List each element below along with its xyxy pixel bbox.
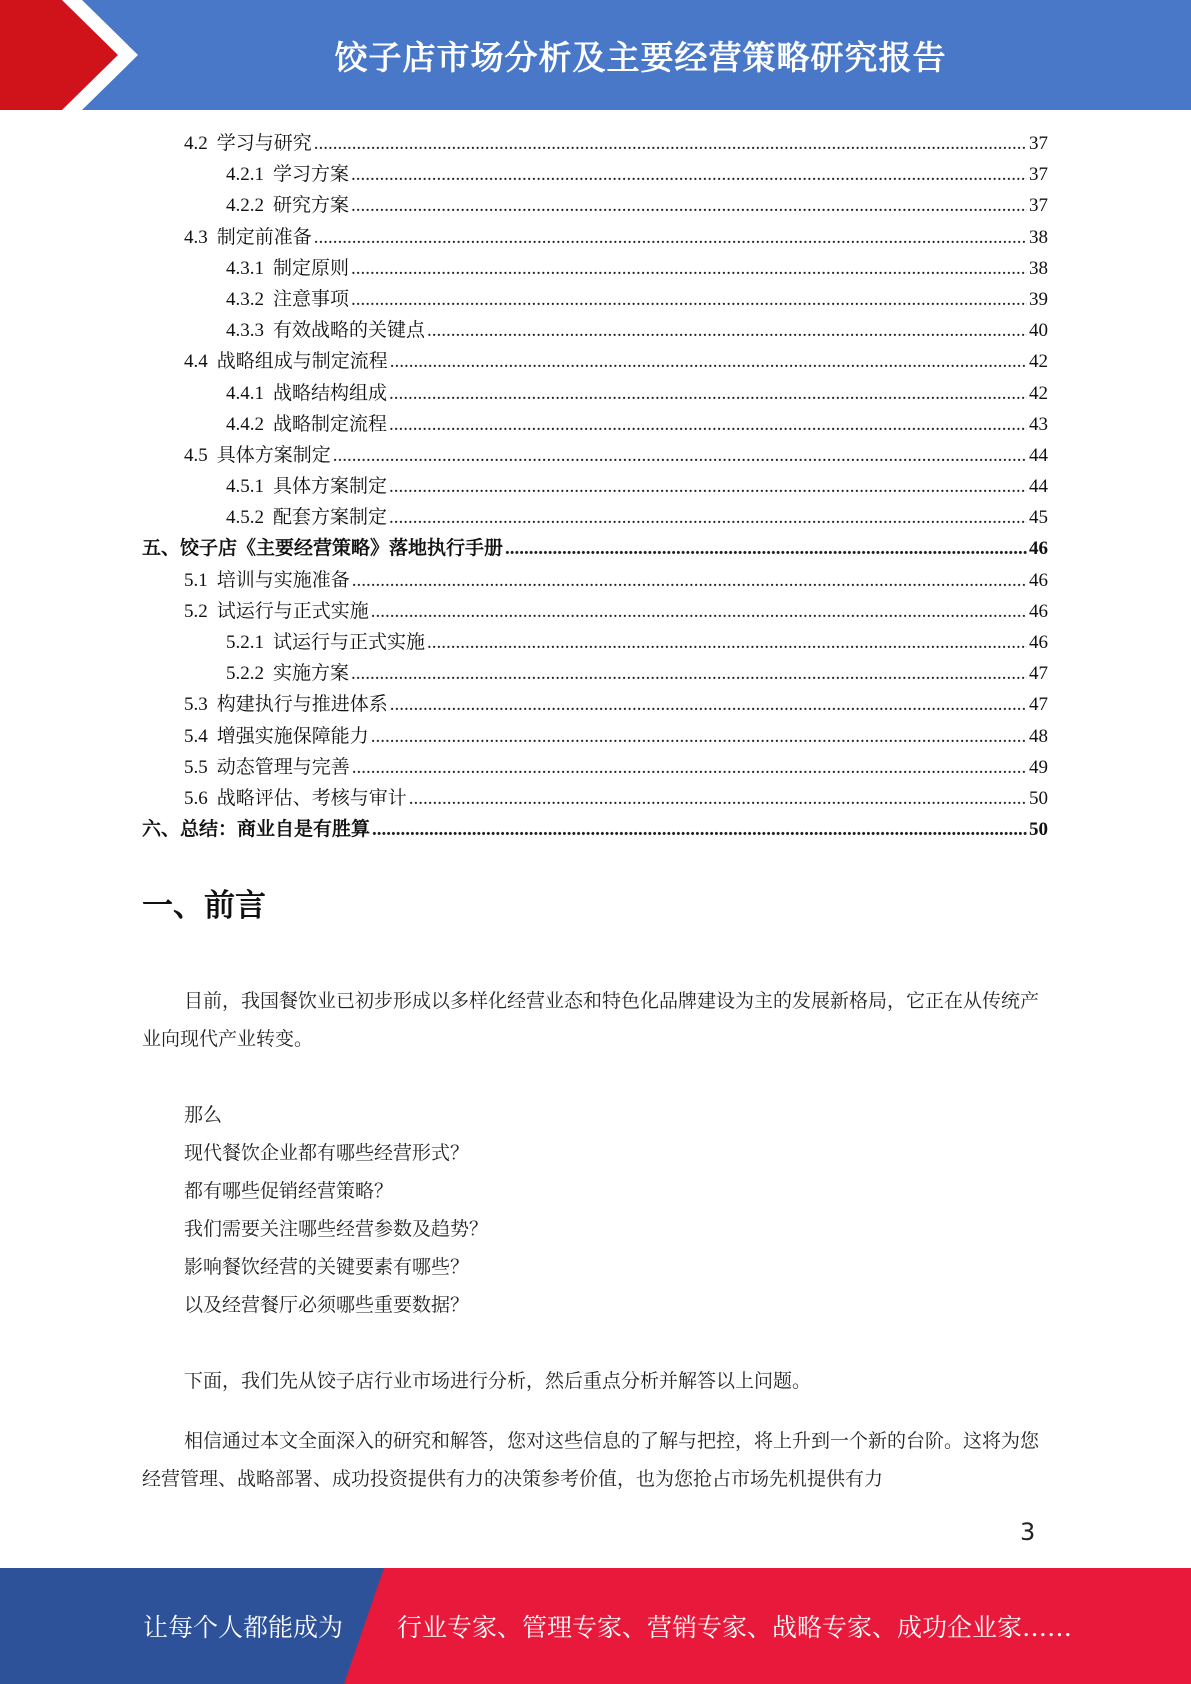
toc-dot-leader	[389, 471, 1027, 502]
toc-entry-label: 试运行与正式实施	[216, 600, 369, 622]
toc-entry-number: 4.3.2	[226, 288, 264, 310]
toc-entry-page: 37	[1029, 133, 1048, 154]
toc-entry-number: 4.3.3	[226, 320, 264, 342]
question-item: 影响餐饮经营的关键要素有哪些？	[184, 1256, 470, 1278]
toc-entry-label: 制定原则	[273, 257, 350, 279]
toc-entry-number: 4.5	[184, 444, 208, 466]
toc-entry[interactable]	[142, 814, 1048, 845]
toc-entry-page: 39	[1029, 288, 1048, 310]
next-paragraph: 下面，我们先从饺子店行业市场进行分析，然后重点分析并解答以上问题。	[184, 1370, 812, 1392]
toc-dot-leader	[351, 159, 1027, 190]
toc-entry-number: 4.2.2	[226, 195, 264, 217]
toc-entry-page: 42	[1029, 351, 1048, 373]
section-heading: 一、前言	[142, 888, 266, 924]
toc-entry[interactable]	[142, 190, 1048, 221]
toc-entry-number: 5.6	[184, 787, 208, 809]
toc-dot-leader	[314, 222, 1027, 253]
toc-entry-page: 49	[1029, 756, 1048, 778]
toc-entry-label: 五、饺子店《主要经营策略》落地执行手册	[142, 538, 504, 560]
toc-dot-leader	[352, 565, 1027, 596]
toc-entry-label: 学习与研究	[216, 133, 312, 154]
toc-entry-number: 5.2	[184, 600, 208, 622]
toc-dot-leader	[427, 627, 1027, 658]
footer-slogan-left: 让每个人都能成为	[143, 1613, 344, 1642]
toc-entry-number: 4.3	[184, 226, 208, 248]
toc-entry[interactable]	[142, 471, 1048, 502]
toc-entry-label: 制定前准备	[216, 226, 312, 248]
toc-entry[interactable]	[142, 565, 1048, 596]
toc-entry-label: 实施方案	[273, 663, 350, 685]
toc-dot-leader	[351, 658, 1027, 689]
toc-entry-number: 5.2.2	[226, 663, 264, 685]
toc-entry-label: 注意事项	[273, 288, 350, 310]
toc-dot-leader	[333, 440, 1027, 471]
toc-entry-page: 45	[1029, 507, 1048, 529]
toc-entry-page: 40	[1029, 320, 1048, 342]
toc-entry-label: 具体方案制定	[216, 444, 331, 466]
toc-entry[interactable]	[142, 409, 1048, 440]
toc-dot-leader	[372, 814, 1027, 845]
page-number: 3	[1020, 1518, 1036, 1546]
toc-entry-number: 5.3	[184, 694, 208, 716]
toc-entry-number: 4.5.2	[226, 507, 264, 529]
toc-entry[interactable]	[142, 752, 1048, 783]
toc-entry-number: 4.5.1	[226, 476, 264, 498]
toc-entry-label: 学习方案	[273, 164, 350, 186]
toc-entry[interactable]	[142, 159, 1048, 190]
toc-entry[interactable]	[142, 128, 1048, 159]
toc-dot-leader	[505, 533, 1027, 564]
toc-dot-leader	[351, 253, 1027, 284]
toc-entry[interactable]	[142, 315, 1048, 346]
toc-dot-leader	[314, 128, 1027, 159]
toc-entry[interactable]	[142, 253, 1048, 284]
toc-entry-number: 5.1	[184, 569, 208, 591]
toc-entry-page: 44	[1029, 444, 1048, 466]
toc-entry-page: 46	[1029, 569, 1048, 591]
toc-entry-number: 4.2	[184, 133, 208, 154]
toc-entry-number: 4.4.2	[226, 413, 264, 435]
toc-entry-page: 47	[1029, 694, 1048, 716]
toc-entry-page: 48	[1029, 725, 1048, 747]
toc-entry-label: 战略结构组成	[273, 382, 388, 404]
toc-entry[interactable]	[142, 596, 1048, 627]
intro-paragraph: 目前，我国餐饮业已初步形成以多样化经营业态和特色化品牌建设为主的发展新格局，它正在从传统产业向现代产业转变。	[142, 990, 1040, 1050]
toc-entry-number: 5.5	[184, 756, 208, 778]
toc-dot-leader	[352, 752, 1027, 783]
toc-entry-number: 4.4.1	[226, 382, 264, 404]
toc-dot-leader	[371, 596, 1027, 627]
toc-entry-number: 4.2.1	[226, 164, 264, 186]
toc-entry-page: 50	[1029, 819, 1048, 841]
question-item: 以及经营餐厅必须哪些重要数据？	[184, 1294, 470, 1316]
toc-entry-number: 5.4	[184, 725, 208, 747]
toc-entry[interactable]	[142, 533, 1048, 564]
toc-entry-label: 动态管理与完善	[216, 756, 350, 778]
toc-dot-leader	[389, 378, 1027, 409]
toc-entry-label: 战略评估、考核与审计	[216, 787, 407, 809]
toc-entry-label: 具体方案制定	[273, 476, 388, 498]
footer-banner	[0, 1568, 1191, 1684]
toc-entry-page: 46	[1029, 538, 1048, 560]
toc-dot-leader	[389, 502, 1027, 533]
toc-entry-page: 47	[1029, 663, 1048, 685]
toc-entry[interactable]	[142, 689, 1048, 720]
table-of-contents	[142, 128, 1048, 845]
toc-entry-label: 战略组成与制定流程	[216, 351, 388, 373]
toc-entry[interactable]	[142, 658, 1048, 689]
toc-entry-page: 42	[1029, 382, 1048, 404]
section-body	[142, 982, 1048, 1498]
toc-dot-leader	[427, 315, 1027, 346]
question-item: 那么	[184, 1104, 223, 1126]
toc-dot-leader	[390, 689, 1027, 720]
toc-entry[interactable]	[142, 346, 1048, 377]
toc-entry[interactable]	[142, 721, 1048, 752]
toc-entry[interactable]	[142, 222, 1048, 253]
toc-entry[interactable]	[142, 502, 1048, 533]
toc-entry-page: 38	[1029, 226, 1048, 248]
toc-entry-number: 4.4	[184, 351, 208, 373]
toc-entry-page: 38	[1029, 257, 1048, 279]
toc-entry[interactable]	[142, 284, 1048, 315]
toc-entry[interactable]	[142, 440, 1048, 471]
question-item: 都有哪些促销经营策略？	[184, 1180, 394, 1202]
toc-dot-leader	[409, 783, 1027, 814]
toc-entry-page: 46	[1029, 600, 1048, 622]
question-item: 我们需要关注哪些经营参数及趋势？	[184, 1218, 489, 1240]
toc-dot-leader	[351, 284, 1027, 315]
report-title: 饺子店市场分析及主要经营策略研究报告	[334, 37, 947, 77]
toc-entry-page: 37	[1029, 195, 1048, 217]
toc-entry-number: 5.2.1	[226, 632, 264, 653]
header-banner	[0, 0, 1191, 110]
toc-entry-page: 46	[1029, 632, 1048, 653]
toc-entry-label: 六、总结：商业自是有胜算	[142, 819, 371, 841]
toc-dot-leader	[390, 346, 1027, 377]
toc-dot-leader	[351, 190, 1027, 221]
toc-entry-page: 50	[1029, 787, 1048, 809]
question-list	[142, 1096, 1048, 1324]
toc-entry-label: 构建执行与推进体系	[216, 694, 388, 716]
toc-entry-label: 培训与实施准备	[216, 569, 350, 591]
footer-slogan-right: 行业专家、管理专家、营销专家、战略专家、成功企业家……	[397, 1613, 1073, 1642]
toc-dot-leader	[389, 409, 1027, 440]
toc-entry[interactable]	[142, 783, 1048, 814]
toc-entry[interactable]	[142, 627, 1048, 658]
toc-entry-label: 试运行与正式实施	[273, 632, 426, 653]
toc-entry[interactable]	[142, 378, 1048, 409]
toc-entry-number: 4.3.1	[226, 257, 264, 279]
toc-entry-label: 有效战略的关键点	[273, 320, 426, 342]
question-item: 现代餐饮企业都有哪些经营形式？	[184, 1142, 470, 1164]
toc-dot-leader	[371, 721, 1027, 752]
header-arrow-decoration	[0, 0, 150, 110]
toc-entry-page: 44	[1029, 476, 1048, 498]
toc-entry-page: 37	[1029, 164, 1048, 186]
toc-entry-page: 43	[1029, 413, 1048, 435]
closing-paragraph: 相信通过本文全面深入的研究和解答，您对这些信息的了解与把控，将上升到一个新的台阶。这将为您经营管理、战略部署、成功投资提供有力的决策参考价值，也为您抢占市场先机提供有力	[142, 1430, 1040, 1490]
toc-entry-label: 配套方案制定	[273, 507, 388, 529]
toc-entry-label: 战略制定流程	[273, 413, 388, 435]
toc-entry-label: 增强实施保障能力	[216, 725, 369, 747]
toc-entry-label: 研究方案	[273, 195, 350, 217]
